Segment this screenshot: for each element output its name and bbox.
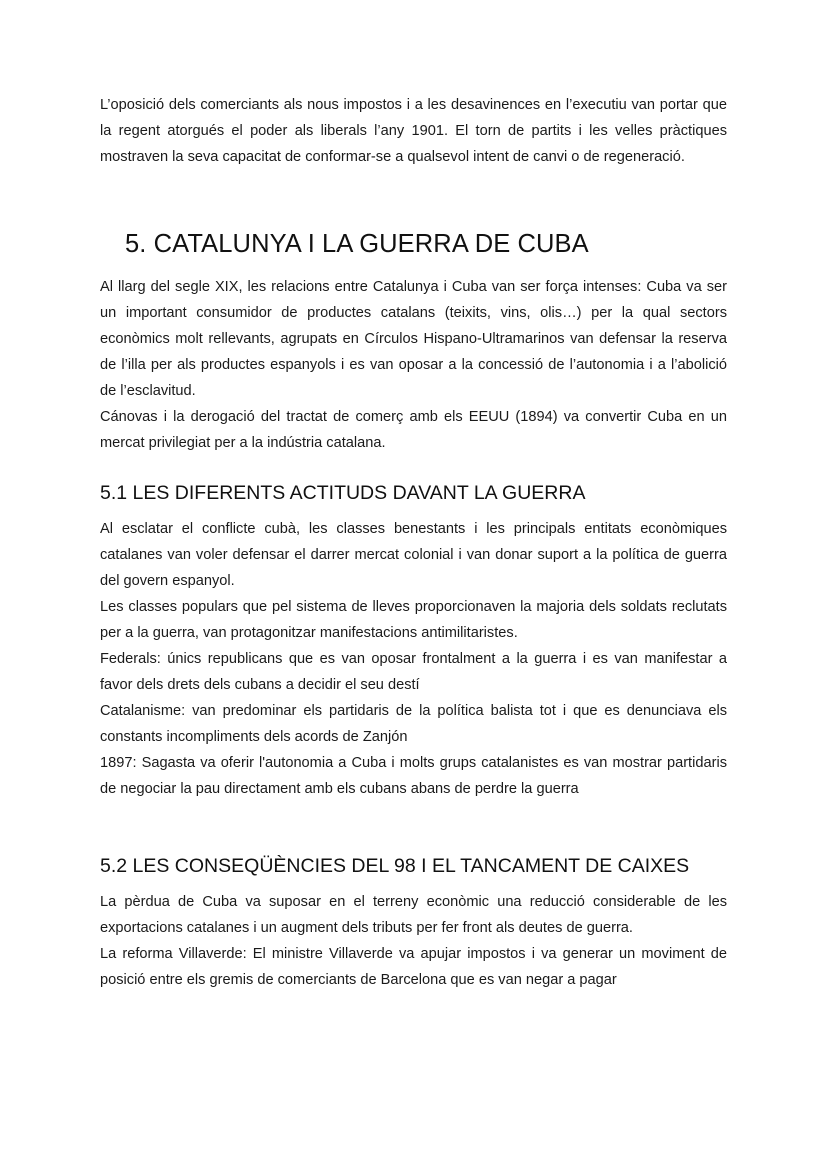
section-5-2-title: 5.2 LES CONSEQÜÈNCIES DEL 98 I EL TANCAMENT DE CAIXES (100, 855, 690, 877)
section-5-paragraph-2: Cánovas i la derogació del tractat de comerç amb els EEUU (1894) va convertir Cuba en un mercat privilegiat per a la indústria catalana. (100, 409, 727, 451)
section-5-title: 5. CATALUNYA I LA GUERRA DE CUBA (125, 230, 589, 258)
section-5-1-title: 5.1 LES DIFERENTS ACTITUDS DAVANT LA GUERRA (100, 482, 586, 504)
section-5-1-paragraph-5: 1897: Sagasta va oferir l'autonomia a Cuba i molts grups catalanistes es van mostrar partidaris de negociar la pau directament amb els cubans abans de perdre la guerra (100, 755, 727, 797)
section-5-2-paragraph-2: La reforma Villaverde: El ministre Villaverde va apujar impostos i va generar un moviment de posició entre els gremis de comerciants de Barcelona que es van negar a pagar (100, 946, 727, 988)
section-5-2-paragraph-1: La pèrdua de Cuba va suposar en el terreny econòmic una reducció considerable de les exportacions catalanes i un augment dels tributs per fer front als deutes de guerra. (100, 894, 727, 936)
section-5-1-paragraph-4: Catalanisme: van predominar els partidaris de la política balista tot i que es denunciava els constants incompliments dels acords de Zanjón (100, 703, 727, 745)
intro-paragraph: L’oposició dels comerciants als nous impostos i a les desavinences en l’executiu van portar que la regent atorgués el poder als liberals l’any 1901. El torn de partits i les velles pràctiques mostraven la seva capacitat de conformar-se a qualsevol intent de canvi o de regeneració. (100, 97, 727, 165)
section-5-1-paragraph-3: Federals: únics republicans que es van oposar frontalment a la guerra i es van manifestar a favor dels drets dels cubans a decidir el seu destí (100, 651, 727, 693)
document-page (100, 92, 727, 993)
section-5-1-paragraph-1: Al esclatar el conflicte cubà, les classes benestants i les principals entitats econòmiques catalanes van voler defensar el darrer mercat colonial i van donar suport a la política de guerra del govern espanyol. (100, 521, 727, 589)
section-5-paragraph-1: Al llarg del segle XIX, les relacions entre Catalunya i Cuba van ser força intenses: Cuba va ser un important consumidor de productes catalans (teixits, vins, olis…) per la qual sectors econòmics molt rellevants, agrupats en Círculos Hispano-Ultramarinos van defensar la reserva de l’illa per als productes espanyols i es van oposar a la concessió de l’autonomia i a l’abolició de l’esclavitud. (100, 279, 727, 399)
section-5-1-paragraph-2: Les classes populars que pel sistema de lleves proporcionaven la majoria dels soldats reclutats per a la guerra, van protagonitzar manifestacions antimilitaristes. (100, 599, 727, 641)
